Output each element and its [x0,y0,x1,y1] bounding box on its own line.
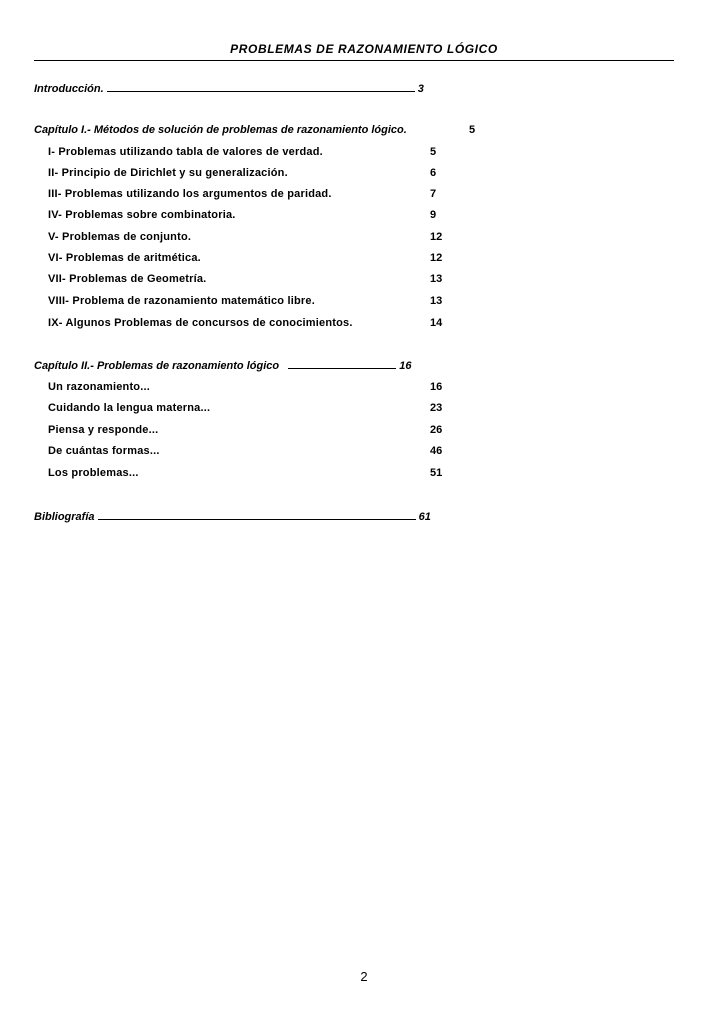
toc-bibliography-leader [98,510,416,520]
toc-item-page: 9 [430,209,437,221]
toc-item-page: 12 [430,231,443,243]
toc-item[interactable]: IV- Problemas sobre combinatoria. [48,209,236,221]
toc-intro-label: Introducción. [34,83,104,95]
toc-item[interactable]: Piensa y responde... [48,424,159,436]
toc-item[interactable]: IX- Algunos Problemas de concursos de conocimientos. [48,317,353,329]
toc-item[interactable]: V- Problemas de conjunto. [48,231,192,243]
toc-chapter1-page: 5 [469,124,476,136]
toc-chapter2-leader [288,359,396,369]
toc-item[interactable]: I- Problemas utilizando tabla de valores de verdad. [48,146,323,158]
toc-item-page: 14 [430,317,443,329]
toc-item-page: 16 [430,381,443,393]
toc-item[interactable]: Un razonamiento... [48,381,150,393]
toc-item-page: 23 [430,402,443,414]
toc-chapter2-page: 16 [399,360,412,372]
toc-item[interactable]: De cuántas formas... [48,445,160,457]
toc-intro[interactable] [34,82,424,95]
toc-chapter2-title: Capítulo II.- Problemas de razonamiento lógico [34,360,280,372]
toc-item-page: 51 [430,467,443,479]
toc-chapter2[interactable] [34,359,411,372]
toc-item[interactable]: II- Principio de Dirichlet y su generalización. [48,167,288,179]
toc-item[interactable]: VI- Problemas de aritmética. [48,252,201,264]
page-number: 2 [360,969,368,984]
page-header-title: PROBLEMAS DE RAZONAMIENTO LÓGICO [230,42,498,56]
toc-item[interactable]: III- Problemas utilizando los argumentos de paridad. [48,188,332,200]
toc-item-page: 6 [430,167,437,179]
toc-item-page: 7 [430,188,437,200]
header-rule [34,60,674,61]
toc-bibliography-page: 61 [418,511,431,523]
toc-item-page: 13 [430,273,443,285]
toc-intro-page: 3 [417,83,424,95]
toc-item-page: 12 [430,252,443,264]
toc-intro-leader [107,82,415,92]
toc-item[interactable]: Cuidando la lengua materna... [48,402,211,414]
toc-bibliography-label: Bibliografía [34,511,95,523]
toc-item[interactable]: VIII- Problema de razonamiento matemático libre. [48,295,315,307]
toc-item[interactable]: VII- Problemas de Geometría. [48,273,207,285]
toc-item[interactable]: Los problemas... [48,467,139,479]
toc-item-page: 13 [430,295,443,307]
toc-item-page: 26 [430,424,443,436]
toc-chapter1-title[interactable]: Capítulo I.- Métodos de solución de problemas de razonamiento lógico. [34,124,407,136]
toc-item-page: 5 [430,146,437,158]
toc-bibliography[interactable] [34,510,431,523]
toc-item-page: 46 [430,445,443,457]
